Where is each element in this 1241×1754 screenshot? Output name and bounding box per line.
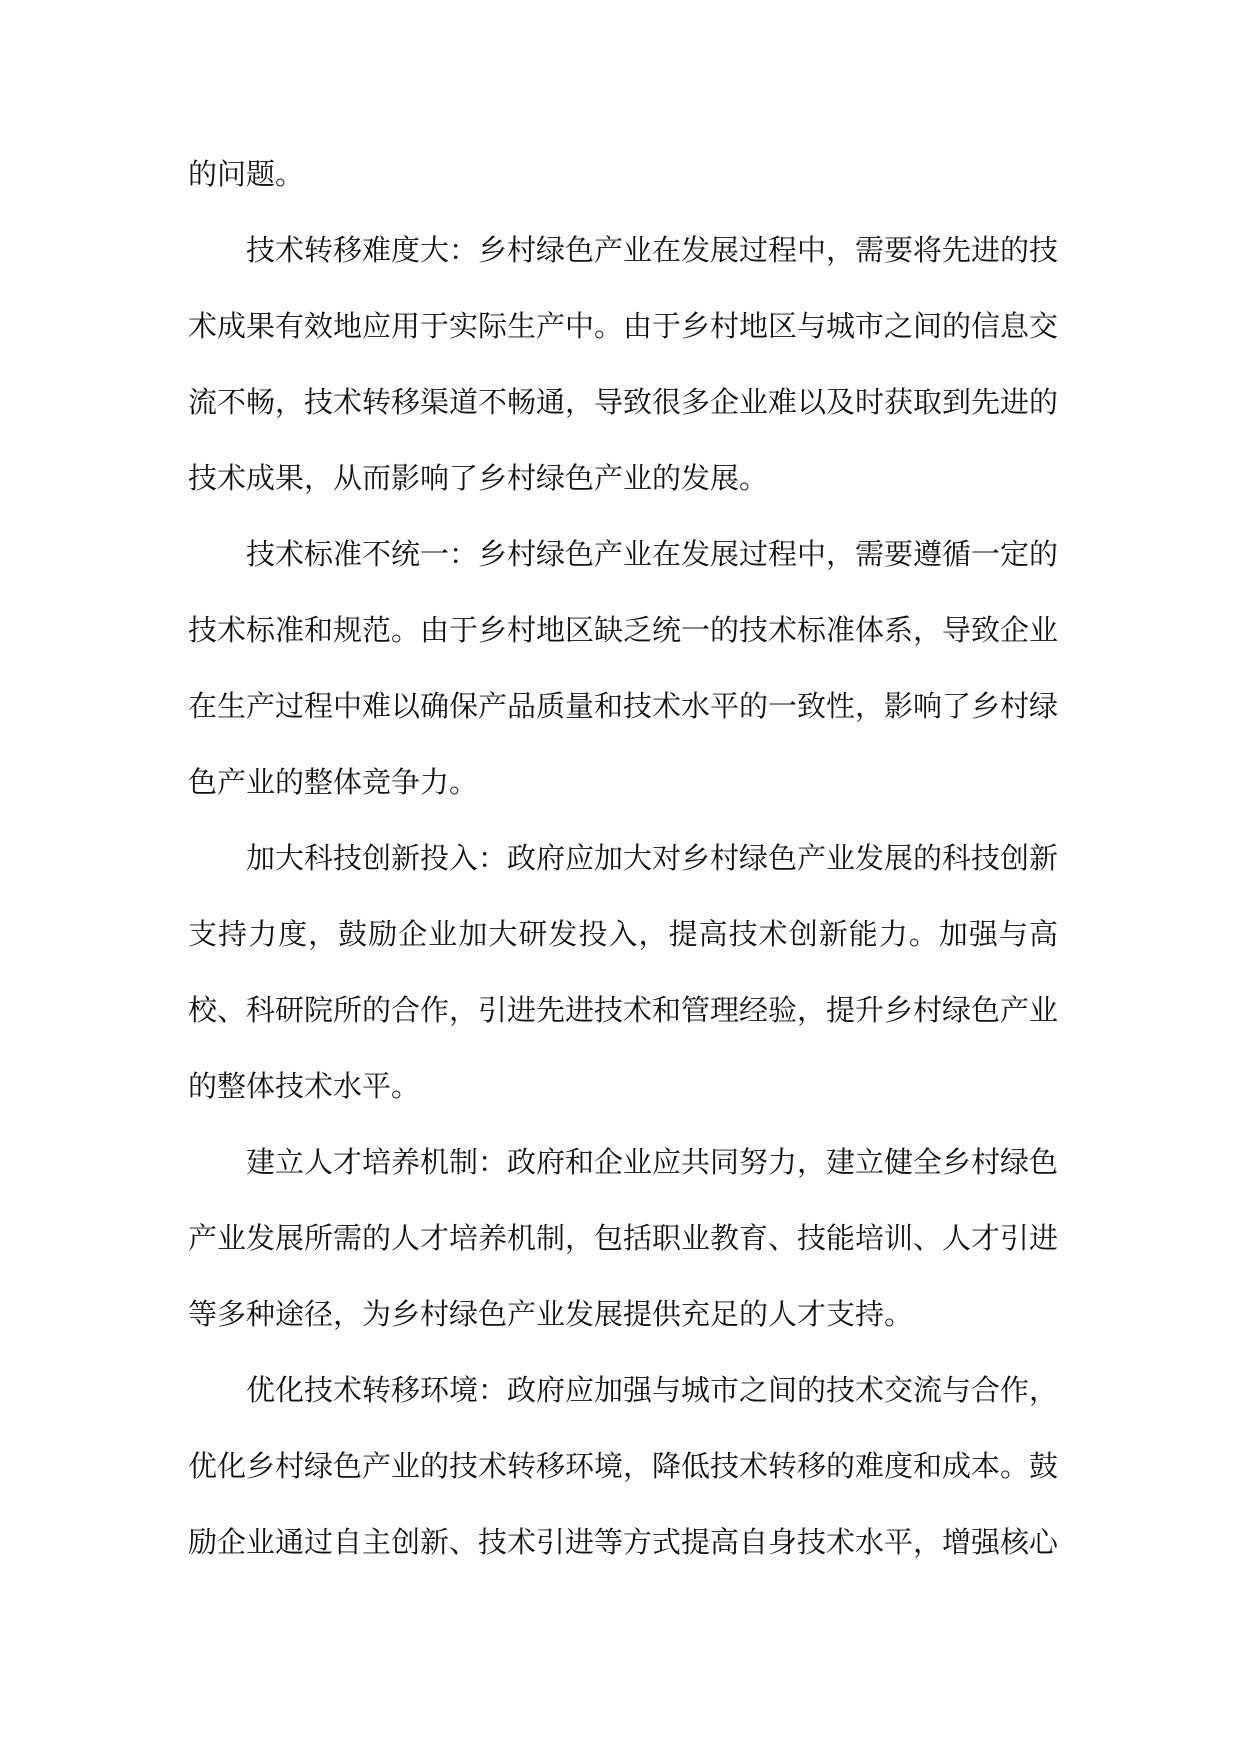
paragraph-technical-standards: 技术标准不统一：乡村绿色产业在发展过程中，需要遵循一定的技术标准和规范。由于乡村地区缺乏统一的技术标准体系，导致企业在生产过程中难以确保产品质量和技术水平的一致性，影响了乡村绿色产业的整体竞争力。 bbox=[188, 537, 1059, 799]
paragraph-technology-transfer-difficulty: 技术转移难度大：乡村绿色产业在发展过程中，需要将先进的技术成果有效地应用于实际生产中。由于乡村地区与城市之间的信息交流不畅，技术转移渠道不畅通，导致很多企业难以及时获取到先进的技术成果，从而影响了乡村绿色产业的发展。 bbox=[188, 233, 1059, 495]
paragraph-continuation: 的问题。 bbox=[188, 157, 305, 191]
paragraph-talent-training: 建立人才培养机制：政府和企业应共同努力，建立健全乡村绿色产业发展所需的人才培养机制，包括职业教育、技能培训、人才引进等多种途径，为乡村绿色产业发展提供充足的人才支持。 bbox=[188, 1145, 1059, 1331]
paragraph-innovation-investment: 加大科技创新投入：政府应加大对乡村绿色产业发展的科技创新支持力度，鼓励企业加大研发投入，提高技术创新能力。加强与高校、科研院所的合作，引进先进技术和管理经验，提升乡村绿色产业的整体技术水平。 bbox=[188, 841, 1059, 1103]
body-text bbox=[188, 136, 1058, 1580]
paragraph-transfer-environment: 优化技术转移环境：政府应加强与城市之间的技术交流与合作，优化乡村绿色产业的技术转移环境，降低技术转移的难度和成本。鼓励企业通过自主创新、技术引进等方式提高自身技术水平，增强核心 bbox=[188, 1373, 1059, 1559]
